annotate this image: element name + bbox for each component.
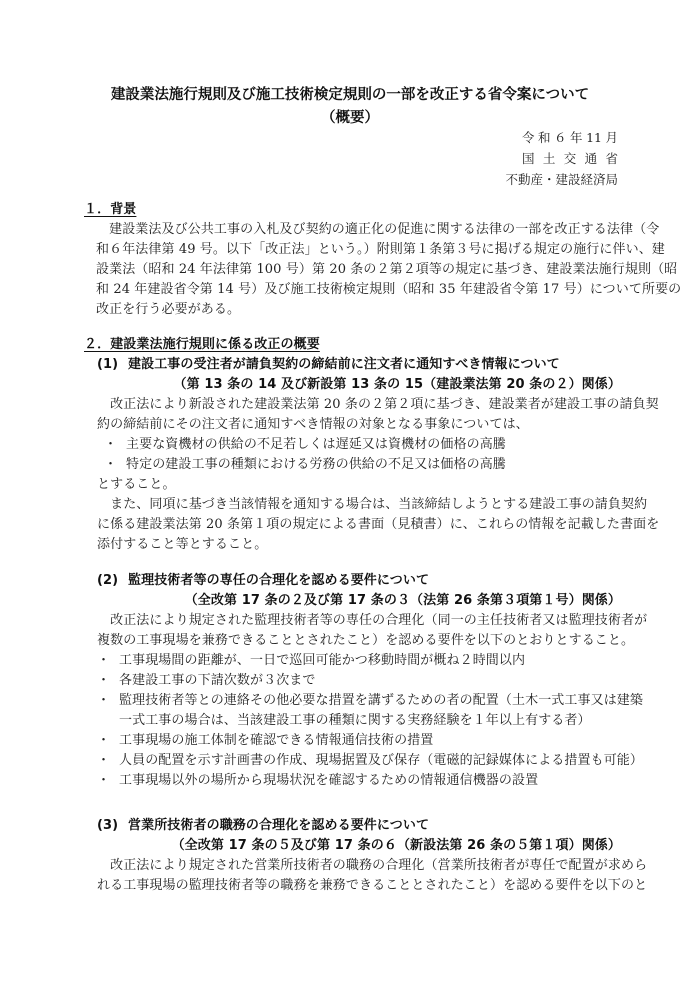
section-heading: ２．建設業法施行規則に係る改正の概要	[84, 337, 320, 352]
body-line: 改正法により規定された営業所技術者の職務の合理化（営業所技術者が専任で配置が求めら	[97, 858, 648, 873]
subsection-reference: （全改第 17 条の２及び第 17 条の３（法第 26 条第３項第１号）関係）	[184, 593, 621, 608]
document-title: 建設業法施行規則及び施工技術検定規則の一部を改正する省令案について	[110, 87, 590, 103]
subsection-title: 建設工事の受注者が請負契約の締結前に注文者に通知すべき情報について	[128, 357, 560, 372]
bullet-continuation: 一式工事の場合は、当該建設工事の種類に関する実務経験を１年以上有する者）	[119, 713, 591, 728]
bullet-mark: ・	[97, 773, 111, 788]
bullet-mark: ・	[97, 753, 111, 768]
bullet-mark: ・	[97, 653, 111, 668]
bullet-item: ・ 工事現場間の距離が、一日で巡回可能かつ移動時間が概ね２時間以内	[97, 651, 647, 671]
body-line: 添付すること等とすること。	[97, 537, 268, 552]
body-line: 改正法により規定された監理技術者等の専任の合理化（同一の主任技術者又は監理技術者が	[97, 613, 648, 628]
subsection-2	[97, 571, 647, 791]
body-line: に係る建設業法第 20 条第１項の規定による書面（見積書）に、これらの情報を記載した書面を	[97, 517, 660, 532]
bullet-item: ・ 工事現場以外の場所から現場状況を確認するための情報通信機器の設置	[97, 771, 647, 791]
bullet-mark: ・	[97, 693, 111, 708]
bullet-item: ・ 人員の配置を示す計画書の作成、現場据置及び保存（電磁的記録媒体による措置も可能）	[97, 751, 647, 771]
bureau-name: 不動産・建設経済局	[505, 172, 618, 187]
subsection-label: (2)	[97, 573, 119, 588]
bullet-mark: ・	[97, 673, 111, 688]
bullet-item: ・ 特定の建設工事の種類における労務の供給の不足又は価格の高騰	[104, 455, 659, 475]
body-line: れる工事現場の監理技術者等の職務を兼務できることとされたこと）を認める要件を以下のと	[97, 878, 648, 893]
subsection-title: 監理技術者等の専任の合理化を認める要件について	[128, 573, 430, 588]
section-heading: １．背景	[84, 202, 137, 217]
bullet-mark: ・	[104, 457, 118, 472]
ministry-name: 国土交通省	[522, 151, 618, 166]
subsection-label: (1)	[97, 357, 119, 372]
body-line: とすること。	[97, 477, 176, 492]
bullet-item: ・ 監理技術者等との連絡その他必要な措置を講ずるための者の配置（土木一式工事又は建築	[97, 691, 647, 711]
bullet-item: ・ 工事現場の施工体制を確認できる情報通信技術の措置	[97, 731, 647, 751]
body-line: 改正法により新設された建設業法第 20 条の２第２項に基づき、建設業者が建設工事の請負契	[97, 397, 659, 412]
subsection-title: 営業所技術者の職務の合理化を認める要件について	[128, 818, 430, 833]
section-background	[84, 200, 681, 320]
body-line: 改正を行う必要がある。	[96, 302, 241, 317]
bullet-item: ・ 主要な資機材の供給の不足若しくは遅延又は資機材の価格の高騰	[104, 435, 659, 455]
document-date: 令和６年11月	[522, 130, 618, 145]
bullet-mark: ・	[104, 437, 118, 452]
body-line: また、同項に基づき当該情報を通知する場合は、当該締結しようとする建設工事の請負契約	[97, 497, 648, 512]
document-subtitle: （概要）	[321, 110, 379, 126]
subsection-reference: （全改第 17 条の５及び第 17 条の６（新設法第 26 条の５第１項）関係）	[171, 838, 621, 853]
subsection-1	[97, 355, 659, 555]
subsection-label: (3)	[97, 818, 119, 833]
body-line: 和 24 年建設省令第 14 号）及び施工技術検定規則（昭和 35 年建設省令第 17 号）について所要の	[96, 282, 682, 297]
body-line: 和６年法律第 49 号。以下「改正法」という。）附則第１条第３号に掲げる規定の施行に伴い、建	[96, 242, 665, 257]
subsection-3	[97, 816, 647, 896]
body-line: 設業法（昭和 24 年法律第 100 号）第 20 条の２第２項等の規定に基づき、建設業法施行規則（昭	[96, 262, 678, 277]
section-amendments	[84, 335, 659, 555]
subsection-reference: （第 13 条の 14 及び新設第 13 条の 15（建設業法第 20 条の２）関係）	[173, 377, 621, 392]
bullet-mark: ・	[97, 733, 111, 748]
body-line: 約の締結前にその注文者に通知すべき情報の対象となる事象については、	[97, 417, 529, 432]
bullet-item: ・ 各建設工事の下請次数が３次まで	[97, 671, 647, 691]
body-line: 建設業法及び公共工事の入札及び契約の適正化の促進に関する法律の一部を改正する法律（令	[96, 222, 660, 237]
body-line: 複数の工事現場を兼務できることとされたこと）を認める要件を以下のとおりとすること。	[97, 633, 635, 648]
